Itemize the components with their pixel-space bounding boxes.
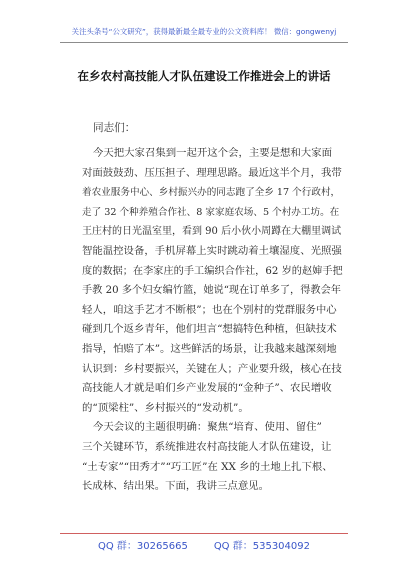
footer-qq-group-1: QQ 群：30265665 [97, 541, 188, 552]
body-line: 度的数据；在李家庄的手工编织合作社，62 岁的赵婶手把 [82, 265, 343, 277]
body-line: 着农业服务中心、乡村振兴办的同志跑了全乡 17 个行政村， [82, 187, 341, 199]
body-line: 指导，怕赔了本”。这些鲜活的场景，让我越来越深刻地 [82, 342, 337, 355]
body-text [82, 144, 344, 497]
footer-divider [60, 533, 348, 534]
body-line: 今天把大家召集到一起开这个会，主要是想和大家面 [93, 147, 332, 159]
body-line: 认识到：乡村要振兴，关键在人；产业要升级，核心在技 [82, 362, 342, 375]
body-line: 智能温控设备，手机屏幕上实时跳动着土壤湿度、光照强 [82, 244, 342, 257]
body-line: 对面鼓鼓劲、压压担子、理理思路。最近这半个月，我带 [82, 166, 342, 179]
header-divider [60, 42, 348, 43]
body-line: 手教 20 多个妇女编竹篮，她说“现在订单多了，得教会年 [82, 285, 341, 297]
salutation: 同志们： [93, 122, 136, 134]
footer [0, 537, 408, 552]
body-line: 高技能人才就是咱们乡产业发展的“金种子”、农民增收 [82, 382, 332, 395]
body-line: 的“顶梁柱”、乡村振兴的“发动机”。 [82, 401, 249, 414]
header-banner: 关注头条号“公文研究”，获得最新最全最专业的公文资料库！ 微信：gongwenyj [71, 27, 337, 36]
footer-qq-group-2: QQ 群：535304092 [213, 541, 310, 552]
body-line: 走了 32 个种养殖合作社、8 家家庭农场、5 个村办工坊。在 [82, 206, 340, 218]
body-line: 三个关键环节，系统推进农村高技能人才队伍建设，让 [82, 440, 332, 453]
body-line: 长成林、结出果。下面，我讲三点意见。 [82, 480, 270, 493]
body-line: 今天会议的主题很明确：聚焦“培育、使用、留住” [93, 421, 322, 434]
body-line: 碰到几个返乡青年，他们坦言“想搞特色种植，但缺技术 [82, 323, 337, 336]
body-line: “土专家”“田秀才”“巧工匠”在 XX 乡的土地上扎下根、 [82, 460, 333, 473]
body-line: 轻人，咱这手艺才不断根”；也在个别村的党群服务中心 [82, 303, 337, 316]
body-line: 王庄村的日光温室里，看到 90 后小伙小周蹲在大棚里调试 [82, 226, 342, 238]
document-title: 在乡农村高技能人才队伍建设工作推进会上的讲话 [77, 69, 331, 83]
